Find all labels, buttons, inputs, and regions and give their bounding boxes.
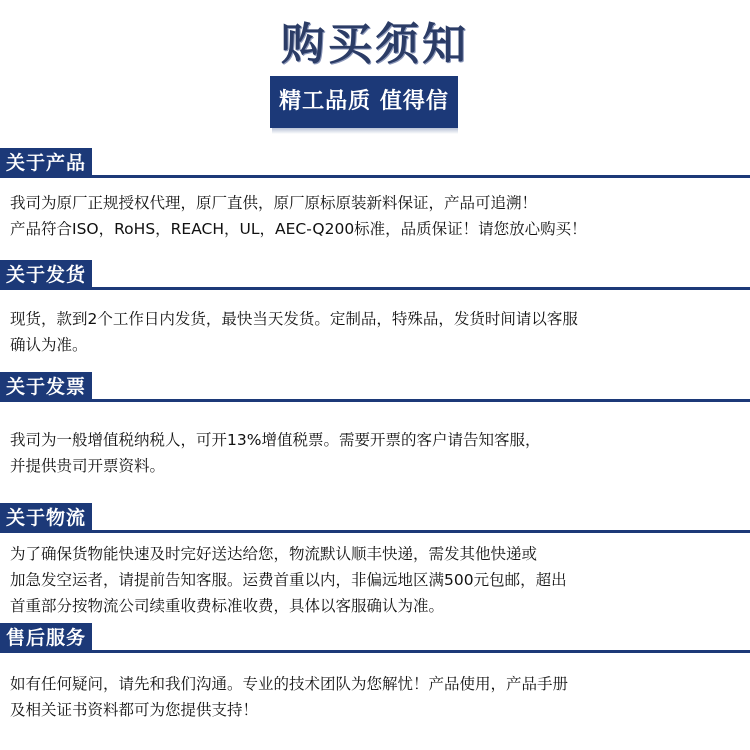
section-body-shipping bbox=[10, 306, 740, 358]
section-label: 售后服务 bbox=[0, 623, 92, 653]
section-header-after-sales bbox=[0, 623, 750, 653]
section-body-after-sales bbox=[10, 671, 740, 723]
section-body-invoice bbox=[10, 427, 740, 479]
section-divider bbox=[0, 650, 750, 653]
section-line: 及相关证书资料都可为您提供支持！ bbox=[10, 701, 259, 719]
section-label: 关于物流 bbox=[0, 503, 92, 533]
section-line: 确认为准。 bbox=[10, 336, 88, 354]
section-header-product bbox=[0, 148, 750, 178]
section-line: 我司为原厂正规授权代理，原厂直供，原厂原标原装新料保证，产品可追溯！ bbox=[10, 194, 538, 212]
section-label: 关于发货 bbox=[0, 260, 92, 290]
section-body-logistics bbox=[10, 541, 740, 619]
section-header-invoice bbox=[0, 372, 750, 402]
section-line: 我司为一般增值税纳税人，可开13%增值税票。需要开票的客户请告知客服， bbox=[10, 431, 541, 449]
subtitle-banner: 精工品质 值得信赖 bbox=[270, 76, 458, 128]
section-header-logistics bbox=[0, 503, 750, 533]
section-label: 关于产品 bbox=[0, 148, 92, 178]
section-label: 关于发票 bbox=[0, 372, 92, 402]
section-line: 如有任何疑问，请先和我们沟通。专业的技术团队为您解忧！产品使用，产品手册 bbox=[10, 675, 569, 693]
section-line: 产品符合ISO，RoHS，REACH，UL，AEC-Q200标准，品质保证！请您放心购买！ bbox=[10, 220, 587, 238]
section-divider bbox=[0, 530, 750, 533]
subtitle-shadow bbox=[272, 128, 458, 134]
section-body-product bbox=[10, 190, 740, 242]
section-line: 为了确保货物能快速及时完好送达给您，物流默认顺丰快递，需发其他快递或 bbox=[10, 545, 538, 563]
section-line: 并提供贵司开票资料。 bbox=[10, 457, 166, 475]
section-line: 加急发空运者，请提前告知客服。运费首重以内，非偏远地区满500元包邮，超出 bbox=[10, 571, 567, 589]
section-header-shipping bbox=[0, 260, 750, 290]
section-divider bbox=[0, 287, 750, 290]
section-divider bbox=[0, 399, 750, 402]
section-line: 首重部分按物流公司续重收费标准收费，具体以客服确认为准。 bbox=[10, 597, 445, 615]
page-title: 购买须知 bbox=[281, 19, 469, 70]
section-divider bbox=[0, 175, 750, 178]
section-line: 现货，款到2个工作日内发货，最快当天发货。定制品，特殊品，发货时间请以客服 bbox=[10, 310, 578, 328]
